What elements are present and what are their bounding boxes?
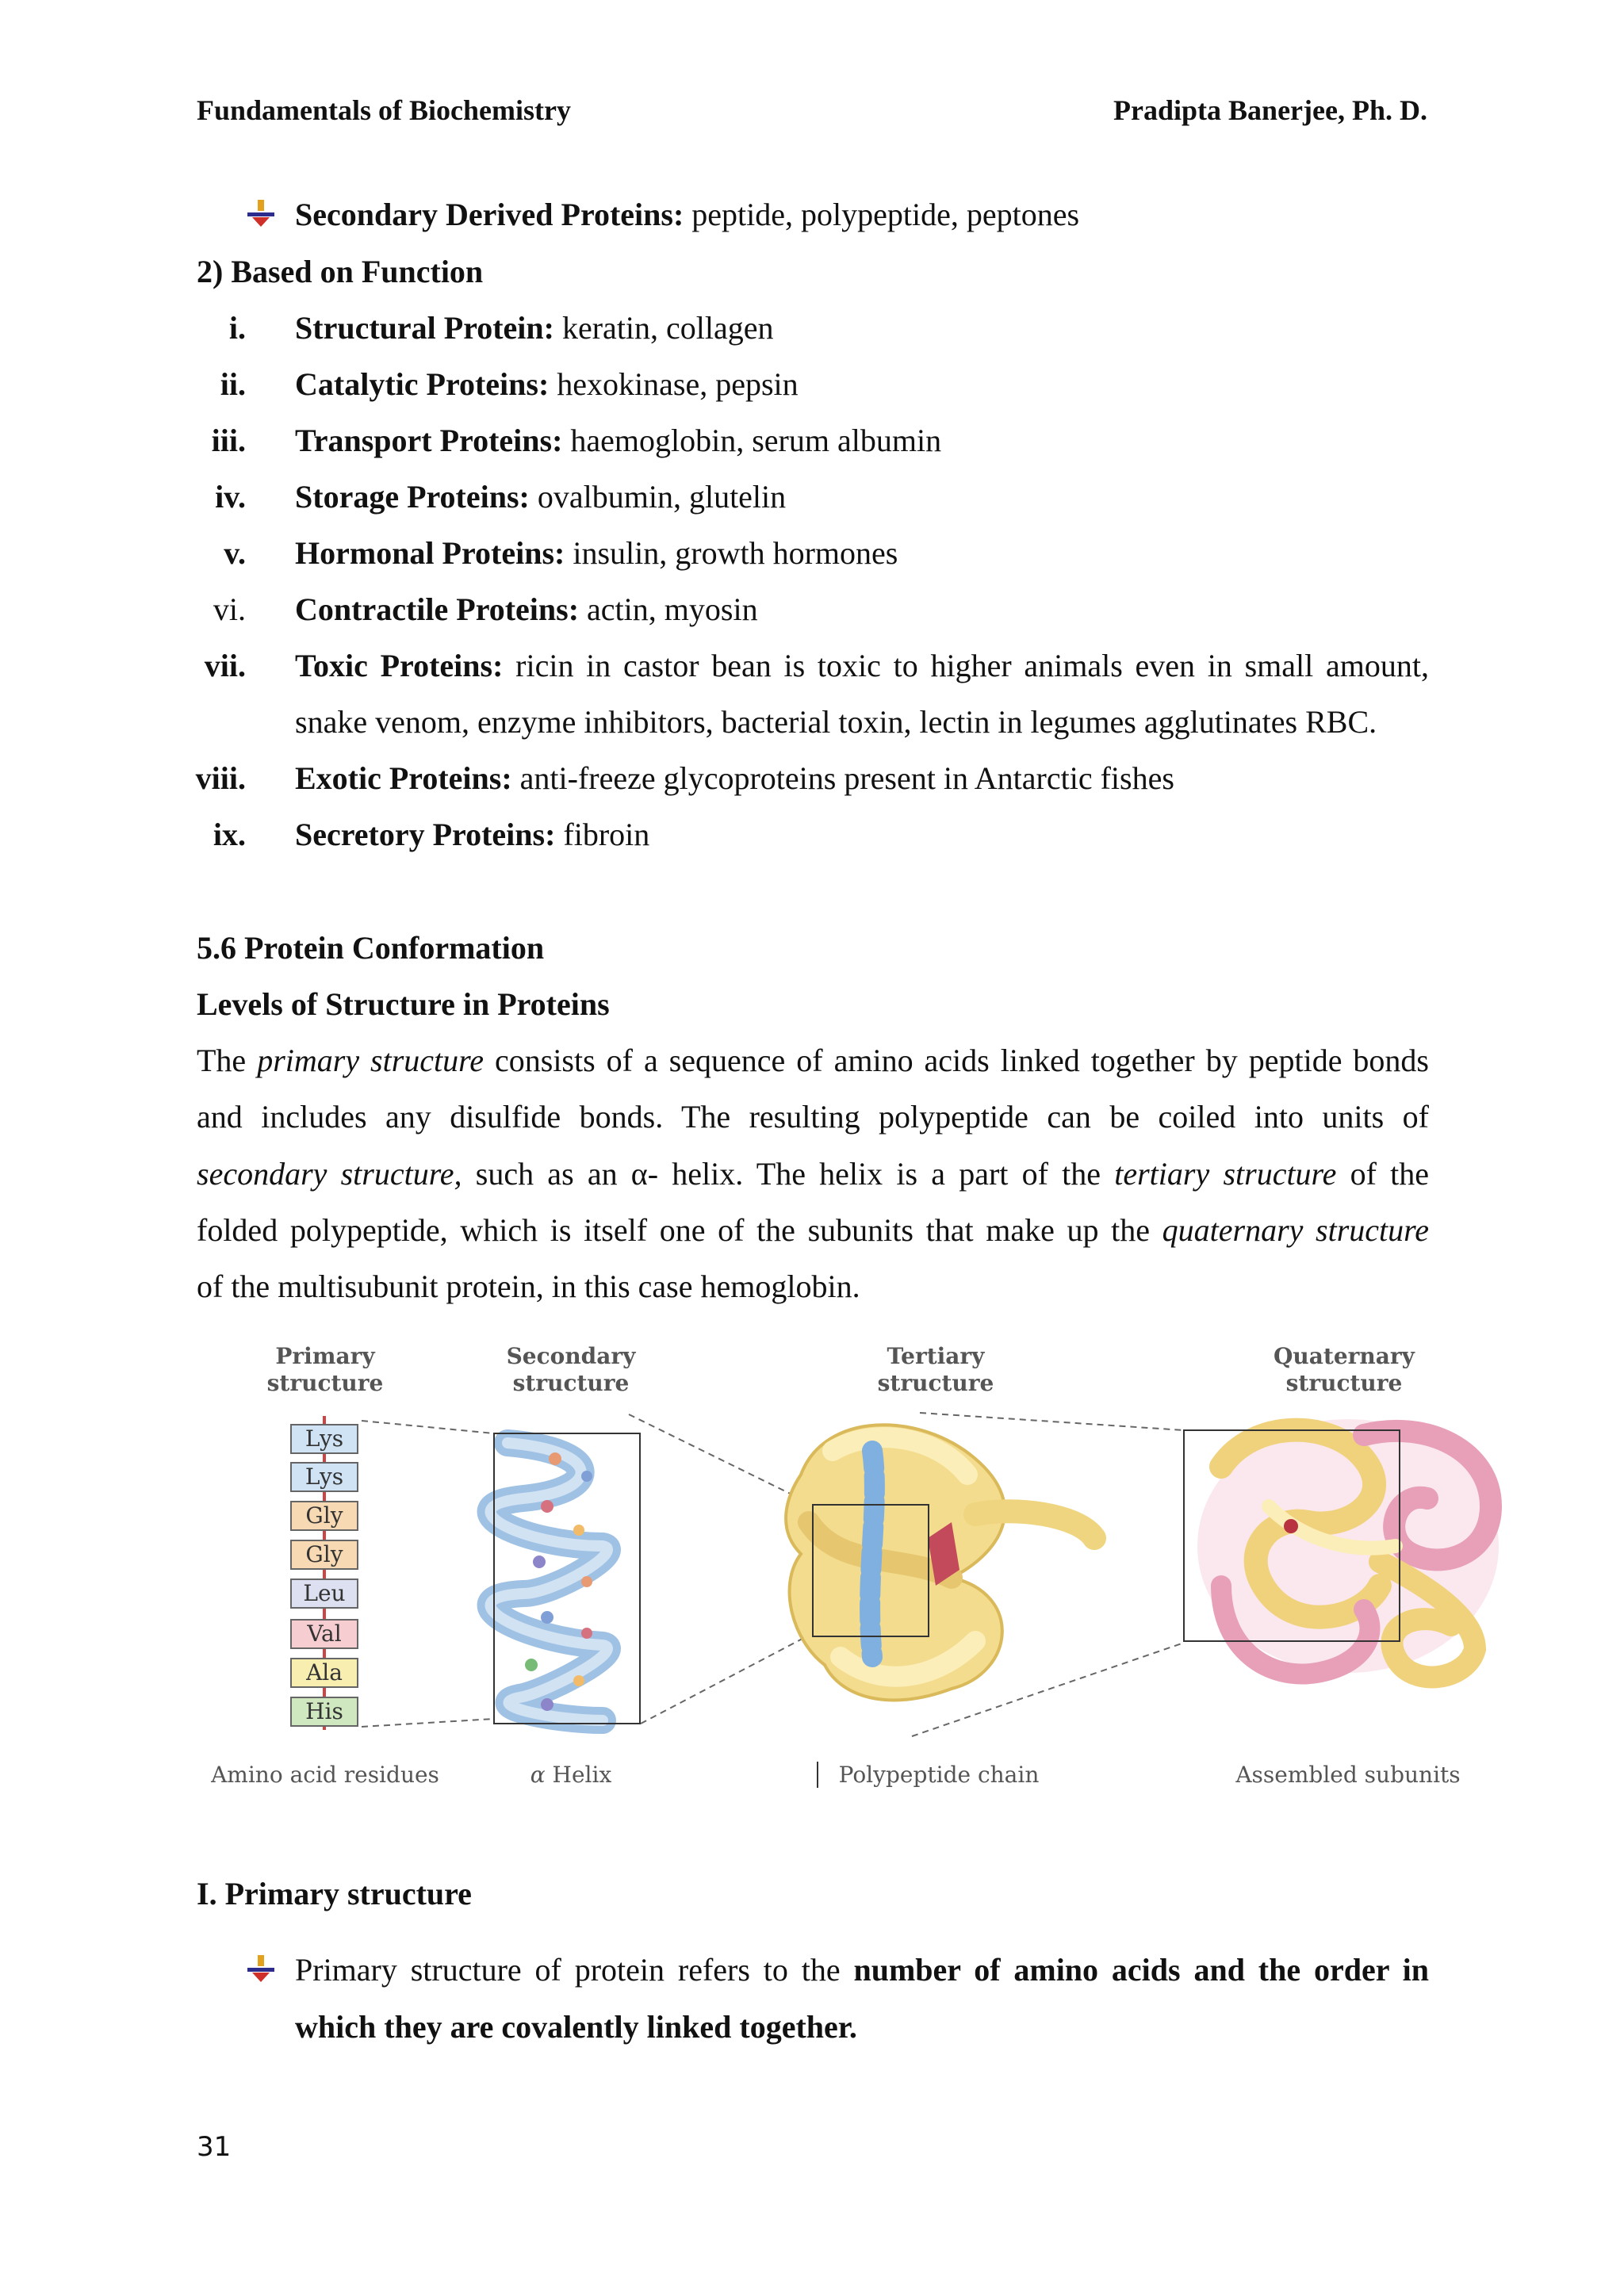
list-number: v. — [224, 535, 246, 571]
amino-acid-residues-caption: Amino acid residues — [211, 1762, 439, 1788]
arrow-bullet-icon — [246, 1955, 276, 1984]
quaternary-structure-label: Quaternary structure — [1274, 1343, 1415, 1396]
page-number: 31 — [197, 2131, 232, 2163]
list-number: ii. — [220, 366, 246, 402]
secondary-structure-label: Secondary structure — [506, 1343, 636, 1396]
section-heading: 5.6 Protein Conformation — [197, 930, 545, 966]
list-item: Exotic Proteins: anti-freeze glycoproteins present in Antarctic fishes — [295, 760, 1174, 796]
amino-acid-residue: His — [290, 1697, 358, 1727]
list-number: vii. — [204, 648, 246, 683]
amino-acid-residue: Ala — [290, 1658, 358, 1688]
paragraph-line: and includes any disulfide bonds. The resulting polypeptide can be coiled into units of — [197, 1099, 1429, 1135]
list-item: Storage Proteins: ovalbumin, glutelin — [295, 479, 787, 515]
primary-structure-heading: I. Primary structure — [197, 1876, 472, 1911]
alpha-helix — [491, 1443, 607, 1720]
assembled-subunits-caption: Assembled subunits — [1235, 1762, 1461, 1788]
alpha-helix-caption: α Helix — [530, 1762, 612, 1788]
list-item: Secretory Proteins: fibroin — [295, 817, 650, 852]
primary-structure-bullet: Primary structure of protein refers to the number of amino acids and the order in — [295, 1952, 1429, 1988]
polypeptide-chain-caption: Polypeptide chain — [817, 1762, 1058, 1788]
subsection-heading: Levels of Structure in Proteins — [197, 986, 610, 1022]
list-item-continuation: snake venom, enzyme inhibitors, bacterial toxin, lectin in legumes agglutinates RBC. — [295, 704, 1377, 740]
secondary-derived-item: Secondary Derived Proteins: peptide, polypeptide, peptones — [295, 197, 1080, 232]
list-item: Contractile Proteins: actin, myosin — [295, 591, 758, 627]
paragraph-line: folded polypeptide, which is itself one of the subunits that make up the quaternary structure — [197, 1211, 1430, 1248]
function-heading: 2) Based on Function — [197, 254, 484, 289]
primary-structure-label: Primary structure — [266, 1343, 384, 1396]
amino-acid-residue: Val — [290, 1619, 358, 1649]
list-item: Hormonal Proteins: insulin, growth hormones — [295, 535, 898, 571]
quaternary-structure-drawing — [1197, 1419, 1499, 1677]
list-item: Structural Protein: keratin, collagen — [295, 310, 774, 346]
paragraph-line: secondary structure, such as an α- helix. The helix is a part of the tertiary structure of the — [197, 1155, 1430, 1192]
amino-acid-residue: Leu — [290, 1578, 358, 1609]
tertiary-structure-drawing — [786, 1425, 1094, 1700]
amino-acid-residue: Lys — [290, 1424, 358, 1454]
list-number: viii. — [195, 760, 246, 796]
amino-acid-residue: Lys — [290, 1462, 358, 1492]
list-item: Transport Proteins: haemoglobin, serum albumin — [295, 423, 942, 458]
list-item: Catalytic Proteins: hexokinase, pepsin — [295, 366, 799, 402]
list-number: vi. — [213, 591, 246, 627]
primary-structure-bullet-continuation: which they are covalently linked together. — [295, 2009, 857, 2045]
amino-acid-residue: Gly — [290, 1540, 358, 1570]
list-number: ix. — [213, 817, 246, 852]
list-number: iii. — [211, 423, 246, 458]
header-author: Pradipta Banerjee, Ph. D. — [1113, 94, 1427, 126]
tertiary-structure-label: Tertiary structure — [877, 1343, 994, 1396]
paragraph-line: of the multisubunit protein, in this case hemoglobin. — [197, 1269, 860, 1305]
dashed-connectors — [362, 1413, 1184, 1736]
paragraph-line: The primary structure consists of a sequence of amino acids linked together by peptide bonds — [197, 1043, 1430, 1078]
list-number: i. — [228, 310, 246, 346]
amino-acid-residue: Gly — [290, 1501, 358, 1531]
list-item: Toxic Proteins: ricin in castor bean is toxic to higher animals even in small amount, — [295, 648, 1429, 683]
list-number: iv. — [215, 479, 246, 515]
header-book-title: Fundamentals of Biochemistry — [197, 94, 571, 126]
